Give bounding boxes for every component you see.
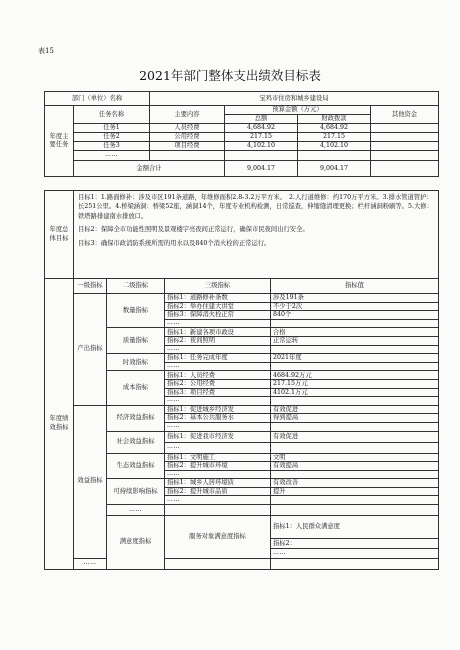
overall-goals-content <box>74 191 439 279</box>
task-total: 4,684.92 <box>225 124 298 133</box>
level2-ecological: 生态效益指标 <box>107 453 165 479</box>
indicator-value <box>271 496 439 505</box>
indicator-value: 合格 <box>271 328 439 337</box>
indicator-value <box>271 558 439 569</box>
level3-name: 指标1：新建各项市政设 <box>165 328 271 337</box>
task-other <box>371 124 439 133</box>
task-row <box>45 142 439 151</box>
sum-other <box>371 161 439 177</box>
fiscal-header: 财政拨款 <box>298 115 371 124</box>
task-row <box>45 124 439 133</box>
indicator-value: 提升 <box>271 487 439 496</box>
goal-3: 目标3：确保市政消防系统所需的用水以及840个消火栓的正常运行。 <box>78 239 271 247</box>
indicator-value <box>271 345 439 354</box>
tasks-table <box>44 91 439 177</box>
task-row <box>45 151 439 161</box>
level1-satisfaction: 满意度指标 <box>107 516 165 570</box>
sum-fiscal: 9,004.17 <box>298 161 371 177</box>
level3-name: 指标2：夜间照明 <box>165 336 271 345</box>
indicators-table <box>44 278 439 570</box>
task-content: 公用经费 <box>150 133 225 142</box>
level2-quality: 质量指标 <box>107 328 165 354</box>
level3-name: 指标1：人员经费 <box>165 371 271 380</box>
unit-label: 部门（单位）名称 <box>45 92 150 106</box>
task-other <box>371 151 439 161</box>
level2-sustainable: 可持续影响指标 <box>107 479 165 505</box>
level2-more: …… <box>107 505 165 516</box>
task-fiscal: 217.15 <box>298 133 371 142</box>
task-total: 4,102.10 <box>225 142 298 151</box>
sum-label: 金额合计 <box>74 161 225 177</box>
level2-quantity: 数量指标 <box>107 294 165 328</box>
level2-economic: 经济效益指标 <box>107 405 165 431</box>
task-other <box>371 133 439 142</box>
indicators-label: 年度绩效指标 <box>45 279 74 570</box>
task-content <box>150 151 225 161</box>
level3-name: …… <box>165 397 271 406</box>
indicator-value: 得到提高 <box>271 414 439 423</box>
level3-name: …… <box>165 345 271 354</box>
indicator-value: 有效促进 <box>271 431 439 442</box>
annual-tasks-label: 年度主要任务 <box>45 106 74 177</box>
task-name: 任务2 <box>74 133 150 142</box>
task-total <box>225 151 298 161</box>
level3-name <box>165 558 271 569</box>
indicator-value: 有效改善 <box>271 479 439 488</box>
indicator-value: 有效提高 <box>271 462 439 471</box>
level1-output: 产出指标 <box>74 294 107 406</box>
level3-name: 指标2：基本公共服务水 <box>165 414 271 423</box>
level2-service-satisfaction: 服务对象满意度指标 <box>165 516 271 559</box>
level3-name: …… <box>165 442 271 453</box>
level3-header: 三级指标 <box>165 279 271 294</box>
indicator-value <box>271 397 439 406</box>
indicator-value: 217.15万元 <box>271 379 439 388</box>
level3-name: 指标3：项目经费 <box>165 388 271 397</box>
document-title: 2021年部门整体支出绩效目标表 <box>139 68 321 83</box>
task-name: 任务1 <box>74 124 150 133</box>
level3-name: …… <box>165 496 271 505</box>
level3-name: …… <box>165 470 271 479</box>
level3-name: 指标1：促进城乡经济发 <box>165 405 271 414</box>
indicator-value: 有效促进 <box>271 405 439 414</box>
level3-name: …… <box>271 548 439 558</box>
task-name: …… <box>74 151 150 161</box>
level3-name: 指标2： <box>271 538 439 548</box>
indicator-value <box>271 422 439 431</box>
level2-timeliness: 时效指标 <box>107 354 165 371</box>
indicator-value: 2021年度 <box>271 354 439 363</box>
task-total: 217.15 <box>225 133 298 142</box>
task-content: 项目经费 <box>150 142 225 151</box>
level3-name: 指标2：公用经费 <box>165 379 271 388</box>
goal-1: 目标1：1.路面修补：涉及市区191条道路，年维修面积2.8-3.2万平方米。 2.人行道维修：约170万平方米。3.排水管道管护：长251公里。4.桥梁涵洞：桥梁52座，涵洞14个，年度专业机构检测，日常巡查，伸缩缝清理更换；栏杆涵洞粉刷等。5.大修：铁塔路排建南水排放口。 <box>78 194 433 220</box>
task-row <box>45 133 439 142</box>
level3-name: 指标1：任务完成年度 <box>165 354 271 363</box>
level3-name <box>165 505 271 516</box>
level3-name: …… <box>165 319 271 328</box>
indicator-value: 4102.1万元 <box>271 388 439 397</box>
level3-name: 指标2：提升城市环境 <box>165 462 271 471</box>
level3-name: 指标2：提升城市品质 <box>165 487 271 496</box>
level3-name: 指标1：人民群众满意度 <box>271 516 439 539</box>
indicator-value: 文明 <box>271 453 439 462</box>
level3-name: …… <box>165 362 271 371</box>
level2-more: …… <box>74 558 107 569</box>
total-header: 总额 <box>225 115 298 124</box>
goals-table <box>44 190 439 279</box>
indicator-value: 涉及191条 <box>271 294 439 303</box>
level3-name: …… <box>165 422 271 431</box>
indicator-value: 正常运转 <box>271 336 439 345</box>
level2-cost: 成本指标 <box>107 371 165 405</box>
value-header: 指标值 <box>271 279 439 294</box>
task-name: 任务3 <box>74 142 150 151</box>
level3-name: 指标3：保障消火栓正常 <box>165 311 271 320</box>
level3-name: 指标1：道路修补条数 <box>165 294 271 303</box>
level3-name: 指标1：促进我市经济发 <box>165 431 271 442</box>
sum-total: 9,004.17 <box>225 161 298 177</box>
main-content-header: 主要内容 <box>150 106 225 124</box>
indicator-value <box>271 442 439 453</box>
budget-header: 预算金额（万元） <box>225 106 371 115</box>
task-name-header: 任务名称 <box>74 106 150 124</box>
task-content: 人员经费 <box>150 124 225 133</box>
indicator-value: 840个 <box>271 311 439 320</box>
other-funds-header: 其他资金 <box>371 106 439 124</box>
level2-header: 二级指标 <box>107 279 165 294</box>
task-fiscal: 4,102.10 <box>298 142 371 151</box>
indicator-value: 不少于2次 <box>271 302 439 311</box>
task-other <box>371 142 439 151</box>
unit-value: 宝鸡市住房和城乡建设局 <box>150 92 439 106</box>
level3-name: 指标2：举办住建大讲堂 <box>165 302 271 311</box>
indicator-value <box>271 505 439 516</box>
indicator-value: 4684.92万元 <box>271 371 439 380</box>
level1-header: 一级指标 <box>74 279 107 294</box>
level3-name: 指标1：城乡人居环境质 <box>165 479 271 488</box>
indicator-value <box>271 319 439 328</box>
indicator-value <box>271 362 439 371</box>
task-fiscal <box>298 151 371 161</box>
task-fiscal: 4,684.92 <box>298 124 371 133</box>
indicator-value <box>271 470 439 479</box>
level3-name: 指标1：文明施工 <box>165 453 271 462</box>
overall-goals-label: 年度总体目标 <box>45 191 74 279</box>
goal-2: 目标2：保障全市功能性照明及景观楼宇亮夜间正常运行，确保市民夜间出行安全。 <box>78 226 309 234</box>
level2-social: 社会效益指标 <box>107 431 165 453</box>
table-number: 表15 <box>38 47 54 55</box>
level1-benefit: 效益指标 <box>74 405 107 558</box>
